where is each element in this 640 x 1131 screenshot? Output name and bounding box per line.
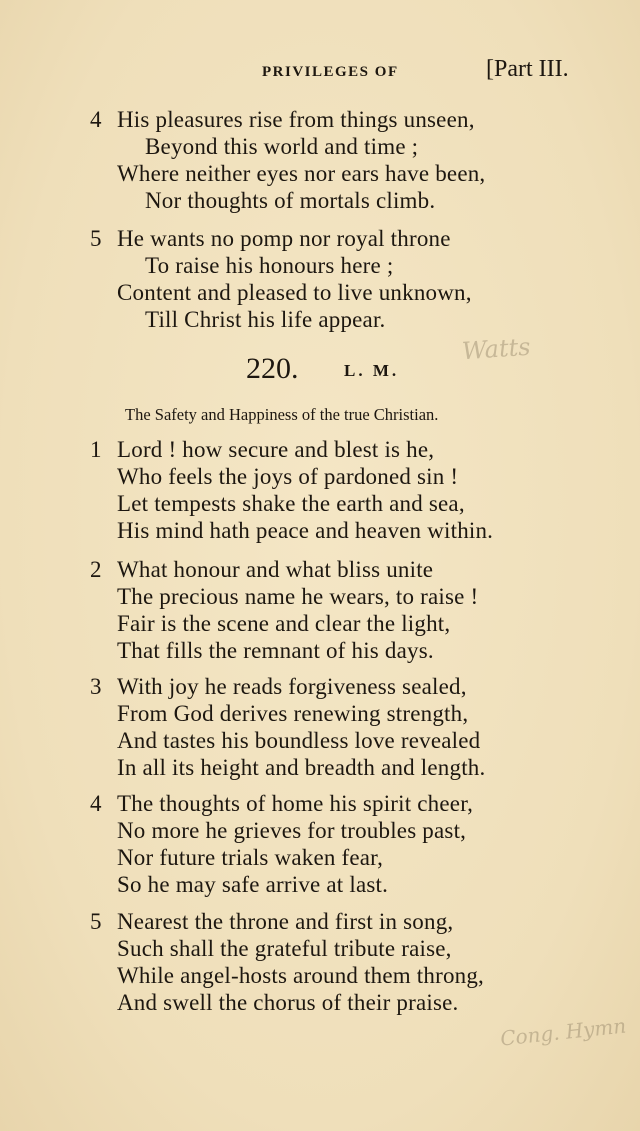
stanza-line: Such shall the grateful tribute raise, [117, 936, 452, 961]
stanza-number: 1 [90, 437, 102, 462]
stanza-line: Nearest the throne and first in song, [117, 909, 454, 934]
stanza-line: What honour and what bliss unite [117, 557, 434, 582]
hymn-heading [0, 352, 640, 392]
stanza-line: Nor future trials waken fear, [117, 845, 384, 870]
stanza-line: The precious name he wears, to raise ! [117, 584, 479, 609]
stanza-line: The thoughts of home his spirit cheer, [117, 791, 474, 816]
stanza-number: 4 [90, 107, 102, 132]
stanza-line: No more he grieves for troubles past, [117, 818, 467, 843]
hymn-subtitle: The Safety and Happiness of the true Christian. [125, 405, 439, 424]
stanza-line: Let tempests shake the earth and sea, [117, 491, 465, 516]
stanza-line: Nor thoughts of mortals climb. [145, 188, 436, 213]
hymn-meter: L. M. [344, 361, 400, 380]
stanza-number: 2 [90, 557, 102, 582]
stanza-line: While angel-hosts around them throng, [117, 963, 485, 988]
stanza-line: Beyond this world and time ; [145, 134, 419, 159]
stanza-number: 5 [90, 909, 102, 934]
running-head-part: [Part III. [486, 56, 569, 82]
hymn-number: 220. [246, 352, 299, 385]
stanza-line: Fair is the scene and clear the light, [117, 611, 451, 636]
stanza-line: Who feels the joys of pardoned sin ! [117, 464, 459, 489]
running-head [0, 56, 640, 90]
stanza-line: Content and pleased to live unknown, [117, 280, 472, 305]
stanza-line: Till Christ his life appear. [145, 307, 386, 332]
stanza-line: That fills the remnant of his days. [117, 638, 434, 663]
stanza-line: His mind hath peace and heaven within. [117, 518, 494, 543]
stanza-number: 4 [90, 791, 102, 816]
stanza-number: 5 [90, 226, 102, 251]
stanza-line: And tastes his boundless love revealed [117, 728, 481, 753]
stanza-line: In all its height and breadth and length. [117, 755, 486, 780]
stanza-line: He wants no pomp nor royal throne [117, 226, 451, 251]
pencil-annotation-author: Watts [461, 332, 532, 366]
stanza-line: And swell the chorus of their praise. [117, 990, 459, 1015]
stanza-line: Lord ! how secure and blest is he, [117, 437, 435, 462]
running-head-title: PRIVILEGES OF [262, 64, 399, 80]
stanza-line: So he may safe arrive at last. [117, 872, 389, 897]
stanza-line: His pleasures rise from things unseen, [117, 107, 475, 132]
stanza-number: 3 [90, 674, 102, 699]
stanza-line: Where neither eyes nor ears have been, [117, 161, 486, 186]
stanza-line: From God derives renewing strength, [117, 701, 469, 726]
pencil-annotation-bottom: Cong. Hymn [499, 1013, 628, 1051]
stanza-line: With joy he reads forgiveness sealed, [117, 674, 467, 699]
stanza-line: To raise his honours here ; [145, 253, 394, 278]
